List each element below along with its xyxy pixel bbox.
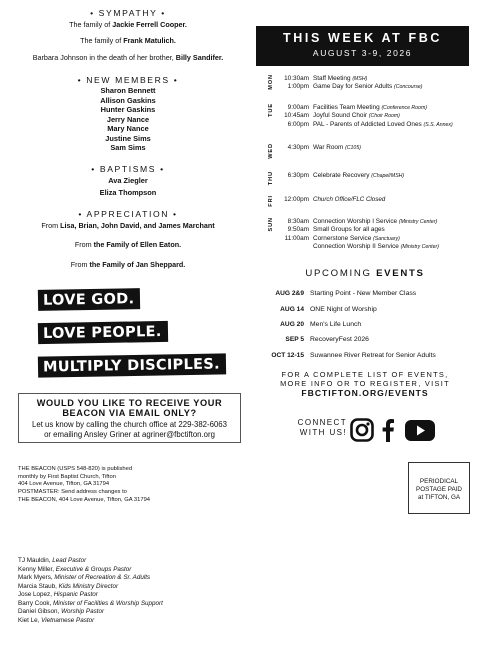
member-name: Jerry Nance <box>106 114 150 124</box>
schedule-row: Connection Worship II Service (Ministry Center) <box>313 243 439 251</box>
schedule-row: 12:00pm Church Office/FLC Closed <box>284 195 386 203</box>
day-label: WED <box>268 143 274 159</box>
connect-label: CONNECT WITH US! <box>297 418 347 437</box>
schedule-day-fri <box>260 193 480 217</box>
schedule-day-thu <box>260 167 480 193</box>
day-label: TUE <box>268 103 274 117</box>
email-signup-title: WOULD YOU LIKE TO RECEIVE YOUR BEACON VIA EMAIL ONLY? <box>36 398 223 419</box>
upcoming-events-heading: UPCOMING EVENTS <box>305 268 425 279</box>
slogan-love-god: LOVE GOD. <box>38 288 141 311</box>
publication-masthead: THE BEACON (USPS 548-820) is published monthly by First Baptist Church, Tifton 404 Love Avenue, Tifton, GA 31794 POSTMASTER: Send address changes to THE BEACON, 404 Love Avenue, Tifton, GA 31794 <box>18 466 151 503</box>
baptisms-heading: • BAPTISMS • <box>91 163 165 174</box>
youtube-icon[interactable] <box>405 420 435 441</box>
schedule-day-mon <box>260 74 480 103</box>
postage-indicia: PERIODICAL POSTAGE PAID at TIFTON, GA <box>408 462 470 514</box>
staff-member: Barry Cook, Minister of Facilities & Worship Support <box>18 599 163 607</box>
member-name: Justine Sims <box>105 133 151 143</box>
slogan-multiply-disciples: MULTIPLY DISCIPLES. <box>38 353 226 377</box>
slogan-block <box>38 289 228 388</box>
staff-member: Daniel Gibson, Worship Pastor <box>18 608 105 615</box>
schedule-row: 1:00pm Game Day for Senior Adults (Concourse) <box>287 83 423 91</box>
weekly-schedule <box>260 74 480 257</box>
day-label: THU <box>268 171 274 186</box>
sympathy-entry: Barbara Johnson in the death of her brother, Billy Sandifer. <box>32 53 224 63</box>
staff-member: Marcia Staub, Kids Ministry Director <box>18 582 119 590</box>
baptisms-list <box>14 175 242 198</box>
event-title: Men's Life Lunch <box>310 320 362 328</box>
event-item <box>262 286 482 301</box>
upcoming-events-list <box>262 286 482 363</box>
new-members-heading: • NEW MEMBERS • <box>77 74 179 85</box>
schedule-row: 11:00am Cornerstone Service (Sanctuary) <box>284 234 400 242</box>
schedule-row: 8:30am Connection Worship I Service (Ministry Center) <box>287 217 438 225</box>
appreciation-entry: From the Family of Ellen Eaton. <box>74 240 182 250</box>
member-name: Sam Sims <box>110 143 146 153</box>
sympathy-entry: The family of Jackie Ferrell Cooper. <box>69 19 187 29</box>
this-week-title: THIS WEEK AT FBC <box>283 31 442 45</box>
event-item <box>262 332 482 347</box>
day-label: FRI <box>268 195 274 207</box>
baptism-name: Eliza Thompson <box>99 187 157 197</box>
staff-member: Kenny Miller, Executive & Groups Pastor <box>18 565 132 573</box>
new-members-list <box>14 86 242 152</box>
event-title: Suwannee River Retreat for Senior Adults <box>310 351 436 359</box>
sympathy-heading: • SYMPATHY • <box>90 8 166 18</box>
schedule-row: 9:50am Small Groups for all ages <box>287 226 385 234</box>
member-name: Sharon Bennett <box>100 86 156 96</box>
event-item <box>262 348 482 363</box>
schedule-row: 10:45am Joyful Sound Choir (Choir Room) <box>284 112 400 120</box>
event-date: AUG 2&9 <box>275 290 304 298</box>
slogan-love-people: LOVE PEOPLE. <box>38 321 168 344</box>
appreciation-entry: From the Family of Jan Sheppard. <box>70 260 186 270</box>
appreciation-entry: From Lisa, Brian, John David, and James Marchant <box>41 220 215 230</box>
complete-list-notice: FOR A COMPLETE LIST OF EVENTS, MORE INFO OR TO REGISTER, VISIT FBCTIFTON.ORG/EVENTS <box>260 370 470 399</box>
schedule-row: 6:30pm Celebrate Recovery (Chapel/MSH) <box>287 171 405 179</box>
event-item <box>262 301 482 316</box>
event-date: AUG 20 <box>280 320 304 328</box>
staff-member: Jose Lopez, Hispanic Pastor <box>18 591 98 598</box>
facebook-icon[interactable] <box>381 418 395 442</box>
email-signup-box <box>18 393 241 443</box>
this-week-header <box>256 26 469 66</box>
event-item <box>262 317 482 332</box>
member-name: Allison Gaskins <box>100 95 156 105</box>
staff-member: TJ Mauldin, Lead Pastor <box>18 557 87 564</box>
email-signup-text: Let us know by calling the church office at 229-382-6063 or emailing Ansley Griner at agriner@fbctifton.org <box>32 420 227 439</box>
schedule-day-sun <box>260 217 480 257</box>
announcements-column <box>14 8 242 270</box>
staff-member: Kiet Le, Vietnamese Pastor <box>18 616 95 624</box>
schedule-row: 9:00am Facilities Team Meeting (Conference Room) <box>287 103 427 111</box>
schedule-row: 6:00pm PAL - Parents of Addicted Loved Ones (S.S. Annex) <box>287 120 453 128</box>
member-name: Hunter Gaskins <box>100 105 156 115</box>
schedule-row: 10:30am Staff Meeting (MSH) <box>284 74 368 82</box>
staff-member: Mark Myers, Minister of Recreation & Sr. Adults <box>18 574 151 581</box>
schedule-row: 4:30pm War Room (C105) <box>287 143 361 151</box>
event-title: ONE Night of Worship <box>310 305 377 313</box>
member-name: Mary Nance <box>107 124 149 134</box>
instagram-icon[interactable] <box>350 418 374 442</box>
event-date: SEP 5 <box>285 336 304 344</box>
event-title: RecoveryFest 2026 <box>310 336 369 344</box>
event-date: OCT 12-15 <box>271 351 304 359</box>
schedule-day-tue <box>260 103 480 139</box>
baptism-name: Ava Ziegler <box>108 176 148 186</box>
this-week-dates: AUGUST 3-9, 2026 <box>312 48 413 58</box>
event-title: Starting Point - New Member Class <box>310 290 417 298</box>
staff-list <box>18 557 163 625</box>
day-label: MON <box>268 74 274 90</box>
appreciation-heading: • APPRECIATION • <box>78 209 178 220</box>
sympathy-entry: The family of Frank Matulich. <box>80 36 176 46</box>
schedule-day-wed <box>260 139 480 167</box>
events-website-link[interactable]: FBCTIFTON.ORG/EVENTS <box>301 388 429 399</box>
day-label: SUN <box>268 217 274 232</box>
event-date: AUG 14 <box>280 305 304 313</box>
